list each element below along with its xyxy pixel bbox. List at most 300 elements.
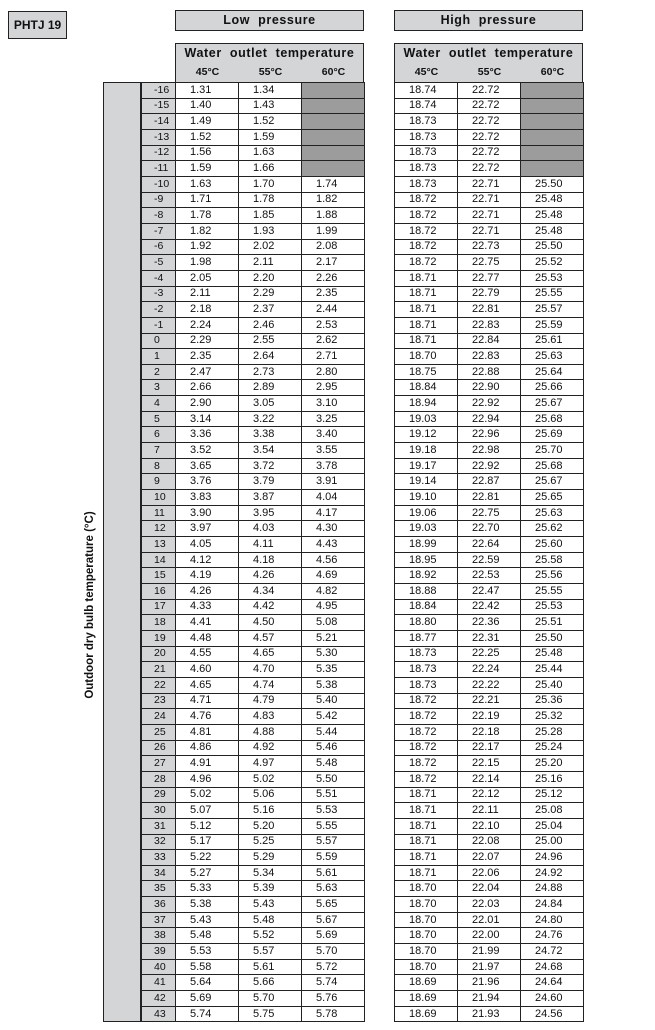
high-table-row (395, 302, 584, 318)
high-table-row (395, 286, 584, 302)
low-value-cell-45: 4.81 (176, 724, 239, 740)
high-table-row (395, 537, 584, 553)
low-value-cell-45: 5.02 (176, 787, 239, 803)
high-value-cell-45: 19.18 (395, 443, 458, 459)
low-value-cell-60: 5.70 (302, 944, 365, 960)
high-value-cell-45: 18.73 (395, 646, 458, 662)
high-value-cell-55: 22.11 (458, 803, 521, 819)
low-value-cell-45: 4.41 (176, 615, 239, 631)
high-value-cell-55: 22.83 (458, 349, 521, 365)
high-table-row (395, 662, 584, 678)
outdoor-temp-cell: -7 (142, 223, 176, 239)
high-table-row (395, 349, 584, 365)
low-value-cell-45: 4.65 (176, 677, 239, 693)
high-value-cell-55: 22.21 (458, 693, 521, 709)
high-value-cell-45: 18.73 (395, 161, 458, 177)
high-value-cell-45: 18.72 (395, 771, 458, 787)
low-value-cell-60: 2.53 (302, 317, 365, 333)
high-value-cell-45: 18.73 (395, 176, 458, 192)
high-value-cell-60: 24.88 (521, 881, 584, 897)
low-table-row (142, 505, 365, 521)
low-value-cell-55: 3.72 (239, 458, 302, 474)
low-col-45: 45°C (195, 66, 220, 78)
outdoor-temp-cell: 42 (142, 991, 176, 1007)
high-value-cell-55: 22.72 (458, 114, 521, 130)
low-value-cell-55: 5.52 (239, 928, 302, 944)
high-value-cell-55: 22.00 (458, 928, 521, 944)
low-value-cell-55: 5.48 (239, 912, 302, 928)
low-value-cell-45: 2.66 (176, 380, 239, 396)
low-value-cell-55: 3.05 (239, 396, 302, 412)
high-table-row (395, 677, 584, 693)
high-na-cell-60 (521, 83, 584, 99)
high-value-cell-60: 25.68 (521, 458, 584, 474)
high-na-cell-60 (521, 161, 584, 177)
low-value-cell-55: 3.22 (239, 411, 302, 427)
low-value-cell-45: 3.36 (176, 427, 239, 443)
low-pressure-header (175, 43, 364, 83)
low-value-cell-55: 2.29 (239, 286, 302, 302)
low-value-cell-60: 5.48 (302, 756, 365, 772)
outdoor-temp-cell: -15 (142, 98, 176, 114)
low-table-row (142, 317, 365, 333)
outdoor-temp-cell: 36 (142, 897, 176, 913)
outdoor-temp-cell: 25 (142, 724, 176, 740)
low-value-cell-55: 2.89 (239, 380, 302, 396)
high-value-cell-60: 25.50 (521, 176, 584, 192)
low-value-cell-45: 1.40 (176, 98, 239, 114)
low-value-cell-55: 1.34 (239, 83, 302, 99)
high-value-cell-60: 25.40 (521, 677, 584, 693)
high-value-cell-45: 19.14 (395, 474, 458, 490)
high-table-row (395, 208, 584, 224)
low-value-cell-45: 5.74 (176, 1006, 239, 1022)
high-value-cell-60: 25.66 (521, 380, 584, 396)
low-table-row (142, 490, 365, 506)
high-value-cell-55: 22.31 (458, 630, 521, 646)
high-value-cell-60: 25.48 (521, 208, 584, 224)
outdoor-temp-cell: 3 (142, 380, 176, 396)
low-value-cell-45: 2.47 (176, 364, 239, 380)
outdoor-temp-cell: -12 (142, 145, 176, 161)
high-value-cell-60: 25.55 (521, 584, 584, 600)
outdoor-temp-cell: -4 (142, 270, 176, 286)
low-value-cell-55: 2.73 (239, 364, 302, 380)
high-value-cell-45: 19.17 (395, 458, 458, 474)
high-table-row (395, 333, 584, 349)
high-value-cell-55: 22.70 (458, 521, 521, 537)
high-value-cell-55: 22.22 (458, 677, 521, 693)
low-value-cell-60: 5.78 (302, 1006, 365, 1022)
high-table-row (395, 709, 584, 725)
outdoor-temp-cell: -10 (142, 176, 176, 192)
high-value-cell-45: 19.03 (395, 411, 458, 427)
high-value-cell-45: 19.10 (395, 490, 458, 506)
low-table-row (142, 114, 365, 130)
low-table-row (142, 239, 365, 255)
outdoor-temp-cell: 1 (142, 349, 176, 365)
high-value-cell-45: 18.70 (395, 897, 458, 913)
high-value-cell-45: 18.77 (395, 630, 458, 646)
high-value-cell-55: 22.25 (458, 646, 521, 662)
low-table-row (142, 709, 365, 725)
high-table-row (395, 615, 584, 631)
outdoor-temp-cell: -11 (142, 161, 176, 177)
low-value-cell-45: 4.12 (176, 552, 239, 568)
high-value-cell-55: 22.06 (458, 865, 521, 881)
high-value-cell-60: 25.64 (521, 364, 584, 380)
low-value-cell-55: 4.50 (239, 615, 302, 631)
high-value-cell-45: 19.03 (395, 521, 458, 537)
low-table-row (142, 677, 365, 693)
high-value-cell-60: 25.52 (521, 255, 584, 271)
low-value-cell-60: 5.30 (302, 646, 365, 662)
high-value-cell-45: 18.72 (395, 223, 458, 239)
high-value-cell-45: 18.73 (395, 677, 458, 693)
high-value-cell-60: 25.70 (521, 443, 584, 459)
low-value-cell-55: 5.34 (239, 865, 302, 881)
high-value-cell-60: 25.48 (521, 223, 584, 239)
high-table-row (395, 834, 584, 850)
outdoor-temp-cell: 40 (142, 959, 176, 975)
high-na-cell-60 (521, 114, 584, 130)
outdoor-temp-cell: -9 (142, 192, 176, 208)
high-table-row (395, 693, 584, 709)
low-value-cell-60: 2.26 (302, 270, 365, 286)
high-value-cell-55: 22.08 (458, 834, 521, 850)
high-table-row (395, 865, 584, 881)
low-value-cell-60: 5.61 (302, 865, 365, 881)
outdoor-temp-cell: -2 (142, 302, 176, 318)
high-value-cell-55: 21.94 (458, 991, 521, 1007)
high-value-cell-45: 18.72 (395, 239, 458, 255)
high-table-row (395, 599, 584, 615)
outdoor-temp-cell: 2 (142, 364, 176, 380)
low-value-cell-55: 4.70 (239, 662, 302, 678)
low-table-row (142, 756, 365, 772)
high-table-row (395, 255, 584, 271)
low-value-cell-55: 5.61 (239, 959, 302, 975)
low-value-cell-55: 4.26 (239, 568, 302, 584)
low-value-cell-60: 4.43 (302, 537, 365, 553)
high-na-cell-60 (521, 98, 584, 114)
low-value-cell-55: 4.88 (239, 724, 302, 740)
low-value-cell-45: 4.96 (176, 771, 239, 787)
high-value-cell-55: 22.96 (458, 427, 521, 443)
high-table-row (395, 881, 584, 897)
high-table-row (395, 114, 584, 130)
high-value-cell-60: 25.65 (521, 490, 584, 506)
low-value-cell-45: 1.63 (176, 176, 239, 192)
outdoor-temp-cell: 20 (142, 646, 176, 662)
high-value-cell-60: 25.58 (521, 552, 584, 568)
outdoor-temp-cell: 24 (142, 709, 176, 725)
outdoor-temp-cell: 37 (142, 912, 176, 928)
high-value-cell-60: 25.20 (521, 756, 584, 772)
outdoor-temp-cell: 17 (142, 599, 176, 615)
low-value-cell-45: 5.12 (176, 818, 239, 834)
low-value-cell-55: 5.57 (239, 944, 302, 960)
high-value-cell-55: 21.97 (458, 959, 521, 975)
low-value-cell-55: 4.57 (239, 630, 302, 646)
low-table-row (142, 380, 365, 396)
outdoor-temp-cell: 39 (142, 944, 176, 960)
low-table-row (142, 584, 365, 600)
high-value-cell-60: 25.32 (521, 709, 584, 725)
low-value-cell-45: 1.59 (176, 161, 239, 177)
low-value-cell-60: 5.35 (302, 662, 365, 678)
high-value-cell-60: 24.64 (521, 975, 584, 991)
high-table-row (395, 317, 584, 333)
low-table-row (142, 270, 365, 286)
outdoor-temp-cell: 18 (142, 615, 176, 631)
low-value-cell-60: 5.74 (302, 975, 365, 991)
low-table-row (142, 991, 365, 1007)
low-table-row (142, 411, 365, 427)
low-value-cell-55: 4.65 (239, 646, 302, 662)
low-table-row (142, 537, 365, 553)
low-value-cell-55: 5.43 (239, 897, 302, 913)
high-value-cell-60: 25.56 (521, 568, 584, 584)
low-value-cell-55: 5.25 (239, 834, 302, 850)
high-table-row (395, 192, 584, 208)
low-table-row (142, 98, 365, 114)
low-value-cell-60: 5.59 (302, 850, 365, 866)
low-table-row (142, 349, 365, 365)
high-value-cell-55: 22.19 (458, 709, 521, 725)
outdoor-temp-cell: 32 (142, 834, 176, 850)
low-value-cell-45: 5.22 (176, 850, 239, 866)
outdoor-temp-cell: 28 (142, 771, 176, 787)
outdoor-temp-cell: 11 (142, 505, 176, 521)
high-table-row (395, 944, 584, 960)
low-value-cell-60: 2.95 (302, 380, 365, 396)
high-pressure-title: High pressure (394, 10, 583, 31)
low-value-cell-45: 2.35 (176, 349, 239, 365)
outdoor-temp-cell: 43 (142, 1006, 176, 1022)
high-value-cell-55: 22.24 (458, 662, 521, 678)
low-table-row (142, 192, 365, 208)
high-table-row (395, 897, 584, 913)
high-table-row (395, 803, 584, 819)
low-value-cell-55: 1.70 (239, 176, 302, 192)
high-value-cell-45: 18.84 (395, 380, 458, 396)
low-table-row (142, 145, 365, 161)
outdoor-temp-cell: -14 (142, 114, 176, 130)
high-table-row (395, 83, 584, 99)
low-value-cell-60: 5.46 (302, 740, 365, 756)
high-value-cell-60: 25.53 (521, 270, 584, 286)
high-pressure-header (394, 43, 583, 83)
low-value-cell-55: 1.43 (239, 98, 302, 114)
high-value-cell-45: 18.71 (395, 834, 458, 850)
outdoor-temp-cell: 12 (142, 521, 176, 537)
low-table-row (142, 959, 365, 975)
low-table-row (142, 662, 365, 678)
low-value-cell-60: 3.25 (302, 411, 365, 427)
high-value-cell-45: 18.94 (395, 396, 458, 412)
low-value-cell-55: 5.20 (239, 818, 302, 834)
high-value-cell-60: 25.48 (521, 646, 584, 662)
high-value-cell-45: 18.70 (395, 944, 458, 960)
low-na-cell-60 (302, 161, 365, 177)
low-value-cell-45: 5.43 (176, 912, 239, 928)
high-value-cell-55: 22.98 (458, 443, 521, 459)
low-value-cell-60: 3.40 (302, 427, 365, 443)
high-value-cell-55: 22.36 (458, 615, 521, 631)
low-value-cell-55: 4.74 (239, 677, 302, 693)
low-value-cell-60: 5.69 (302, 928, 365, 944)
outdoor-temp-cell: 41 (142, 975, 176, 991)
low-value-cell-45: 4.71 (176, 693, 239, 709)
high-table-row (395, 724, 584, 740)
low-table-row (142, 129, 365, 145)
outdoor-temp-cell: -16 (142, 83, 176, 99)
high-value-cell-55: 21.96 (458, 975, 521, 991)
low-value-cell-45: 5.48 (176, 928, 239, 944)
high-value-cell-45: 18.69 (395, 991, 458, 1007)
high-value-cell-55: 22.47 (458, 584, 521, 600)
low-value-cell-45: 4.26 (176, 584, 239, 600)
outdoor-temp-cell: 35 (142, 881, 176, 897)
outdoor-temp-cell: 5 (142, 411, 176, 427)
outdoor-temp-cell: -5 (142, 255, 176, 271)
low-value-cell-45: 2.29 (176, 333, 239, 349)
low-water-outlet-label: Water outlet temperature (184, 46, 355, 60)
high-value-cell-45: 18.72 (395, 709, 458, 725)
low-na-cell-60 (302, 98, 365, 114)
low-value-cell-45: 1.71 (176, 192, 239, 208)
high-value-cell-55: 22.92 (458, 458, 521, 474)
low-value-cell-60: 2.35 (302, 286, 365, 302)
high-value-cell-60: 24.56 (521, 1006, 584, 1022)
low-value-cell-60: 1.74 (302, 176, 365, 192)
high-value-cell-45: 18.69 (395, 1006, 458, 1022)
model-label: PHTJ 19 (8, 11, 67, 39)
low-value-cell-55: 3.87 (239, 490, 302, 506)
low-na-cell-60 (302, 145, 365, 161)
high-value-cell-60: 24.76 (521, 928, 584, 944)
low-value-cell-60: 5.38 (302, 677, 365, 693)
low-value-cell-45: 1.56 (176, 145, 239, 161)
high-value-cell-55: 22.83 (458, 317, 521, 333)
low-na-cell-60 (302, 129, 365, 145)
outdoor-temp-cell: 38 (142, 928, 176, 944)
low-table-row (142, 161, 365, 177)
high-value-cell-55: 22.01 (458, 912, 521, 928)
low-value-cell-45: 4.86 (176, 740, 239, 756)
low-table-row (142, 302, 365, 318)
low-table-row (142, 521, 365, 537)
low-table-row (142, 724, 365, 740)
low-value-cell-55: 2.64 (239, 349, 302, 365)
high-value-cell-45: 18.71 (395, 865, 458, 881)
high-value-cell-60: 25.67 (521, 396, 584, 412)
low-value-cell-55: 1.78 (239, 192, 302, 208)
low-value-cell-45: 4.05 (176, 537, 239, 553)
high-value-cell-60: 24.84 (521, 897, 584, 913)
low-value-cell-45: 3.65 (176, 458, 239, 474)
low-table-row (142, 897, 365, 913)
low-table-row (142, 333, 365, 349)
low-table-row (142, 599, 365, 615)
outdoor-temp-cell: -13 (142, 129, 176, 145)
high-table-row (395, 380, 584, 396)
low-value-cell-55: 5.06 (239, 787, 302, 803)
high-col-60: 60°C (540, 66, 565, 78)
low-value-cell-45: 1.49 (176, 114, 239, 130)
high-value-cell-55: 22.42 (458, 599, 521, 615)
high-table-row (395, 176, 584, 192)
high-table-row (395, 787, 584, 803)
low-value-cell-45: 2.90 (176, 396, 239, 412)
high-value-cell-60: 25.68 (521, 411, 584, 427)
high-value-cell-45: 18.72 (395, 724, 458, 740)
low-value-cell-55: 1.52 (239, 114, 302, 130)
low-table-row (142, 552, 365, 568)
high-value-cell-60: 25.12 (521, 787, 584, 803)
high-value-cell-45: 18.71 (395, 286, 458, 302)
high-na-cell-60 (521, 145, 584, 161)
low-value-cell-55: 4.92 (239, 740, 302, 756)
low-value-cell-45: 2.18 (176, 302, 239, 318)
low-table-row (142, 286, 365, 302)
high-table-row (395, 975, 584, 991)
high-value-cell-45: 18.71 (395, 850, 458, 866)
outdoor-temp-cell: 33 (142, 850, 176, 866)
high-value-cell-60: 25.63 (521, 505, 584, 521)
low-table-row (142, 693, 365, 709)
high-value-cell-55: 22.53 (458, 568, 521, 584)
low-value-cell-60: 3.10 (302, 396, 365, 412)
low-value-cell-60: 5.76 (302, 991, 365, 1007)
high-table-row (395, 552, 584, 568)
low-value-cell-45: 3.83 (176, 490, 239, 506)
outdoor-temp-cell: 16 (142, 584, 176, 600)
high-col-45: 45°C (414, 66, 439, 78)
low-value-cell-60: 4.04 (302, 490, 365, 506)
high-value-cell-45: 18.92 (395, 568, 458, 584)
high-value-cell-55: 22.03 (458, 897, 521, 913)
high-value-cell-45: 19.12 (395, 427, 458, 443)
outdoor-temp-cell: 8 (142, 458, 176, 474)
low-value-cell-45: 4.60 (176, 662, 239, 678)
high-value-cell-45: 18.71 (395, 270, 458, 286)
high-value-cell-45: 18.72 (395, 740, 458, 756)
high-value-cell-55: 22.87 (458, 474, 521, 490)
low-value-cell-60: 5.55 (302, 818, 365, 834)
high-value-cell-45: 18.70 (395, 881, 458, 897)
low-col-55: 55°C (258, 66, 283, 78)
low-value-cell-60: 5.67 (302, 912, 365, 928)
high-value-cell-45: 18.84 (395, 599, 458, 615)
low-value-cell-45: 4.19 (176, 568, 239, 584)
high-value-cell-55: 22.07 (458, 850, 521, 866)
high-value-cell-45: 18.70 (395, 912, 458, 928)
outdoor-temp-cell: 13 (142, 537, 176, 553)
low-value-cell-55: 5.75 (239, 1006, 302, 1022)
high-value-cell-60: 25.50 (521, 630, 584, 646)
outdoor-temp-cell: 22 (142, 677, 176, 693)
high-water-outlet-label: Water outlet temperature (403, 46, 574, 60)
outdoor-temp-cell: 23 (142, 693, 176, 709)
low-value-cell-60: 5.08 (302, 615, 365, 631)
high-value-cell-55: 22.59 (458, 552, 521, 568)
high-table-row (395, 98, 584, 114)
high-table-row (395, 646, 584, 662)
low-value-cell-45: 4.76 (176, 709, 239, 725)
low-value-cell-60: 4.69 (302, 568, 365, 584)
